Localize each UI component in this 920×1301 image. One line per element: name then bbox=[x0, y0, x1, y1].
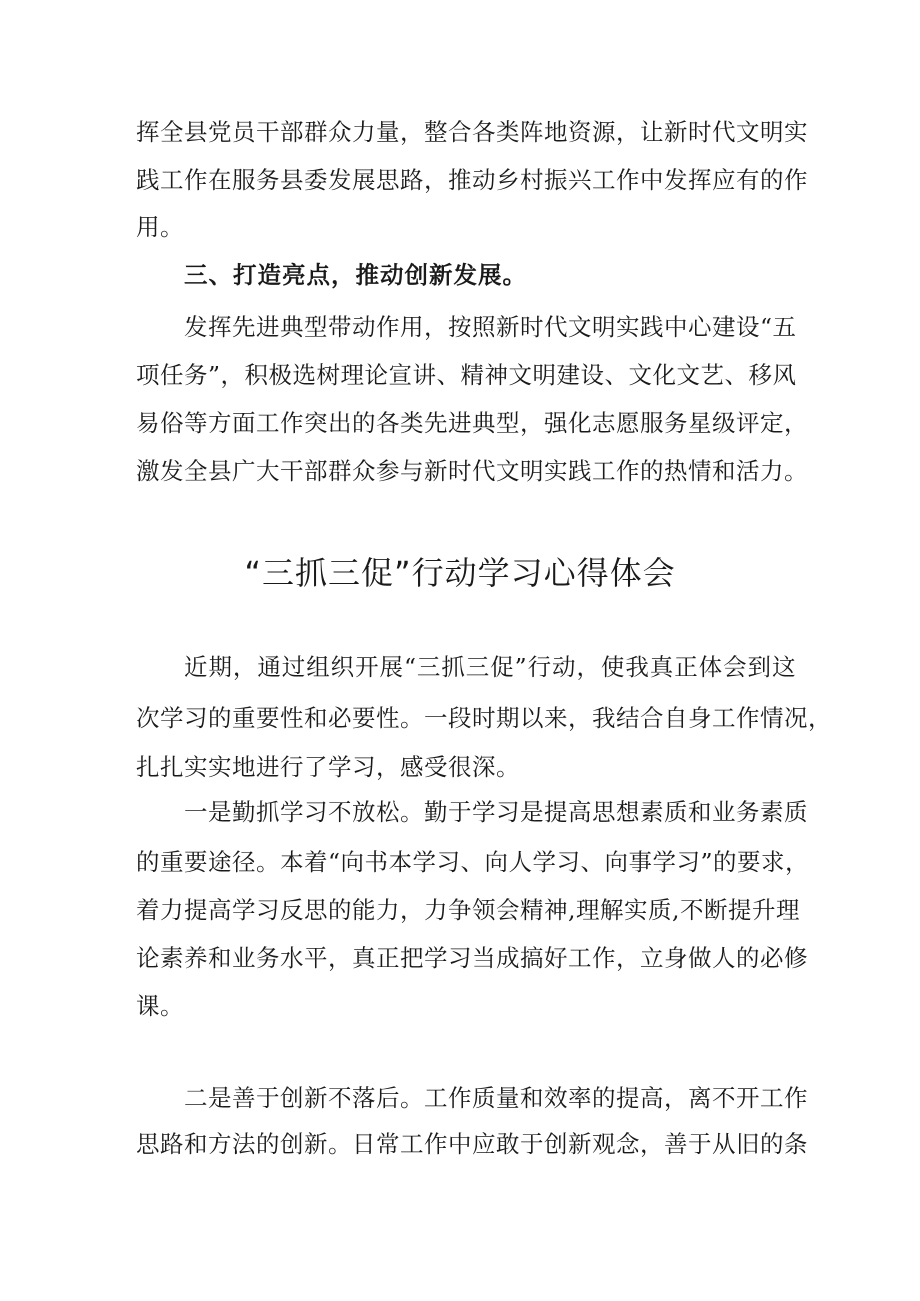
para4-line-2: 的重要途径。本着“向书本学习、向人学习、向事学习”的要求， bbox=[136, 848, 810, 876]
para2-line-3: 易俗等方面工作突出的各类先进典型，强化志愿服务星级评定， bbox=[136, 409, 808, 437]
para1-line-3: 用。 bbox=[136, 213, 184, 241]
para3-line-1: 近期，通过组织开展“三抓三促”行动，使我真正体会到这 bbox=[184, 653, 796, 681]
para3-line-2: 次学习的重要性和必要性。一段时期以来，我结合自身工作情况， bbox=[136, 704, 832, 732]
para2-line-1: 发挥先进典型带动作用，按照新时代文明实践中心建设“五 bbox=[184, 313, 797, 341]
para5-line-2: 思路和方法的创新。日常工作中应敢于创新观念，善于从旧的条 bbox=[136, 1130, 808, 1158]
para4-line-1: 一是勤抓学习不放松。勤于学习是提高思想素质和业务素质 bbox=[184, 798, 808, 826]
para3-line-3: 扎扎实实地进行了学习，感受很深。 bbox=[136, 753, 520, 781]
document-title: “三抓三促”行动学习心得体会 bbox=[244, 554, 676, 592]
para4-line-3: 着力提高学习反思的能力，力争领会精神,理解实质,不断提升理 bbox=[136, 896, 800, 924]
para4-line-5: 课。 bbox=[136, 992, 184, 1020]
para1-line-1: 挥全县党员干部群众力量，整合各类阵地资源，让新时代文明实 bbox=[136, 118, 808, 146]
para2-line-2: 项任务”，积极选树理论宣讲、精神文明建设、文化文艺、移风 bbox=[136, 361, 797, 389]
section-heading-3: 三、打造亮点，推动创新发展。 bbox=[184, 261, 527, 289]
para5-line-1: 二是善于创新不落后。工作质量和效率的提高，离不开工作 bbox=[184, 1084, 808, 1112]
para4-line-4: 论素养和业务水平，真正把学习当成搞好工作，立身做人的必修 bbox=[136, 944, 808, 972]
para1-line-2: 践工作在服务县委发展思路，推动乡村振兴工作中发挥应有的作 bbox=[136, 166, 808, 194]
para2-line-4: 激发全县广大干部群众参与新时代文明实践工作的热情和活力。 bbox=[136, 457, 808, 485]
